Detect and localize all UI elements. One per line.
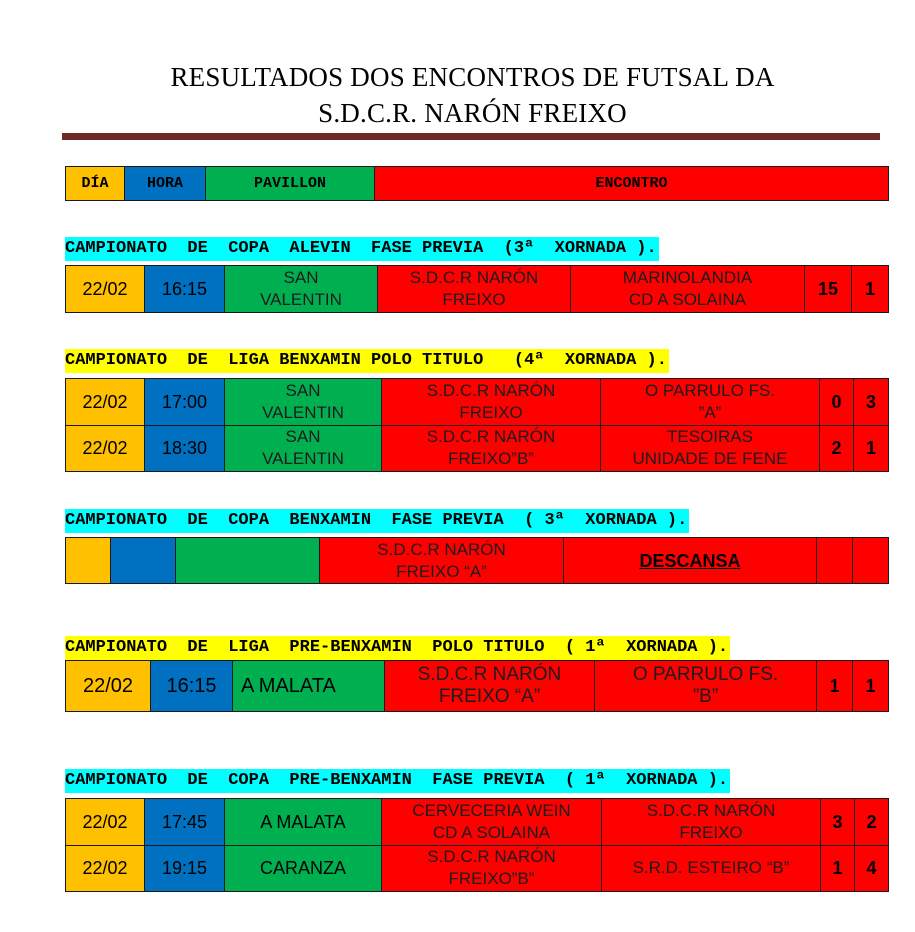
match-home-team: S.D.C.R NARÓN FREIXO”B” [382, 845, 602, 892]
match-venue: A MALATA [233, 661, 385, 712]
table-row [66, 379, 889, 426]
match-bye-label: DESCANSA [564, 538, 817, 584]
match-away-score [853, 538, 889, 584]
match-home-team: S.D.C.R NARÓN FREIXO [382, 379, 601, 426]
match-day: 22/02 [66, 799, 145, 846]
column-header-venue: PAVILLON [206, 167, 375, 201]
table-row [66, 425, 889, 472]
match-hour: 16:15 [145, 266, 225, 313]
section-title-liga-pre-benxamin: CAMPIONATO DE LIGA PRE-BENXAMIN POLO TITULO ( 1ª XORNADA ). [65, 636, 730, 660]
match-day: 22/02 [66, 266, 145, 313]
match-away-team: TESOIRAS UNIDADE DE FENE [601, 425, 820, 472]
table-row [66, 661, 889, 712]
section-title-copa-pre-benxamin: CAMPIONATO DE COPA PRE-BENXAMIN FASE PREVIA ( 1ª XORNADA ). [65, 769, 730, 793]
match-day: 22/02 [66, 425, 145, 472]
match-venue: SAN VALENTIN [225, 379, 382, 426]
section-table-liga-benxamin [65, 378, 889, 472]
section-table-copa-pre-benxamin [65, 798, 889, 892]
match-hour: 19:15 [145, 845, 225, 892]
table-row [66, 538, 889, 584]
match-venue: SAN VALENTIN [225, 266, 378, 313]
match-away-score: 1 [854, 425, 889, 472]
match-hour: 17:00 [145, 379, 225, 426]
match-home-score: 1 [821, 845, 855, 892]
match-hour: 18:30 [145, 425, 225, 472]
match-home-score: 0 [820, 379, 854, 426]
table-row [66, 799, 889, 846]
match-home-team: S.D.C.R NARÓN FREIXO “A” [320, 538, 564, 584]
column-header-table [65, 166, 889, 201]
match-home-score: 3 [821, 799, 855, 846]
match-home-score: 1 [817, 661, 853, 712]
title-divider [62, 133, 880, 140]
match-home-team: S.D.C.R NARÓN FREIXO “A” [385, 661, 595, 712]
match-away-team: MARINOLANDIA CD A SOLAINA [571, 266, 805, 313]
column-header-match: ENCONTRO [375, 167, 889, 201]
section-title-copa-benxamin: CAMPIONATO DE COPA BENXAMIN FASE PREVIA ( 3ª XORNADA ). [65, 509, 689, 533]
page-title-line1: RESULTADOS DOS ENCONTROS DE FUTSAL DA [170, 62, 775, 92]
table-row [66, 266, 889, 313]
match-away-score: 1 [853, 661, 889, 712]
match-day: 22/02 [66, 845, 145, 892]
match-home-score [817, 538, 853, 584]
match-hour: 16:15 [151, 661, 233, 712]
match-venue: A MALATA [225, 799, 382, 846]
match-hour: 17:45 [145, 799, 225, 846]
section-title-liga-benxamin: CAMPIONATO DE LIGA BENXAMIN POLO TITULO (4ª XORNADA ). [65, 349, 669, 373]
match-home-team: S.D.C.R NARÓN FREIXO”B” [382, 425, 601, 472]
section-table-copa-alevin [65, 265, 889, 313]
section-table-liga-pre-benxamin [65, 660, 889, 712]
match-home-team: S.D.C.R NARÓN FREIXO [378, 266, 571, 313]
match-away-score: 2 [855, 799, 889, 846]
match-venue [176, 538, 320, 584]
match-home-score: 2 [820, 425, 854, 472]
match-away-score: 3 [854, 379, 889, 426]
section-table-copa-benxamin [65, 537, 889, 584]
match-away-team: O PARRULO FS. ”B” [595, 661, 817, 712]
match-away-score: 1 [852, 266, 889, 313]
column-header-hour: HORA [125, 167, 206, 201]
match-hour [111, 538, 176, 584]
table-row [66, 845, 889, 892]
match-away-team: S.D.C.R NARÓN FREIXO [602, 799, 821, 846]
match-away-team: O PARRULO FS. ”A” [601, 379, 820, 426]
match-home-team: CERVECERIA WEIN CD A SOLAINA [382, 799, 602, 846]
match-away-score: 4 [855, 845, 889, 892]
match-away-team: S.R.D. ESTEIRO “B” [602, 845, 821, 892]
match-home-score: 15 [805, 266, 852, 313]
section-title-copa-alevin: CAMPIONATO DE COPA ALEVIN FASE PREVIA (3ª XORNADA ). [65, 237, 659, 261]
match-day: 22/02 [66, 661, 151, 712]
match-day: 22/02 [66, 379, 145, 426]
column-header-day: DÍA [66, 167, 125, 201]
match-venue: CARANZA [225, 845, 382, 892]
match-day [66, 538, 111, 584]
match-venue: SAN VALENTIN [225, 425, 382, 472]
page-title-line2: S.D.C.R. NARÓN FREIXO [318, 98, 627, 128]
